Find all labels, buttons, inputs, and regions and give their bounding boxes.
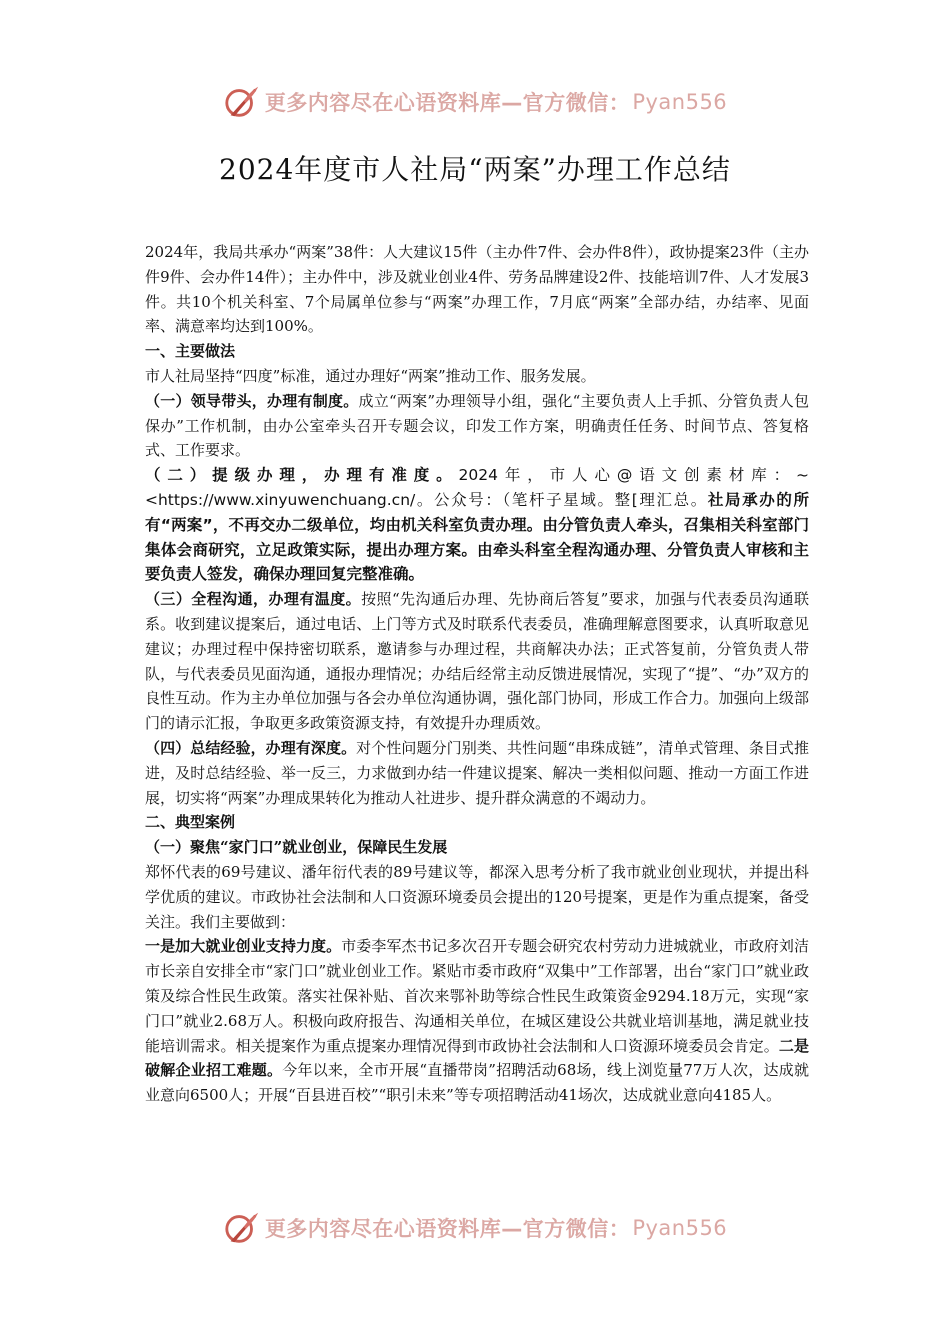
case-points <box>145 934 809 1108</box>
point4-head: （四）总结经验，办理有深度。 <box>145 738 357 757</box>
section1-point1 <box>145 389 809 463</box>
point1-head: （一）领导带头，办理有制度。 <box>145 391 359 410</box>
section1-point2 <box>145 463 809 587</box>
case-intro: 郑怀代表的69号建议、潘年衍代表的89号建议等，都深入思考分析了我市就业创业现状，并提出科学优质的建议。市政协社会法制和人口资源环境委员会提出的120号提案，更是作为重点提案，备受关注。我们主要做到： <box>145 862 809 931</box>
document-body <box>145 240 809 1108</box>
point2-body: 2024年，市人心@语文创素材库：~<https://www.xinyuwenchuang.cn/。公众号：（笔杆子星域。整[理汇总。 <box>145 466 809 509</box>
section1-heading: 一、主要做法 <box>145 342 236 361</box>
watermark-text: 更多内容尽在心语资料库—官方微信： <box>264 91 631 115</box>
section1-point4 <box>145 736 809 810</box>
point3-head: （三）全程沟通，办理有温度。 <box>145 590 362 609</box>
section2-subheading: （一）聚焦“家门口”就业创业，保障民生发展 <box>145 838 448 857</box>
watermark-id: Pyan556 <box>632 1216 728 1240</box>
section1-point3 <box>145 587 809 736</box>
point2-bold-body: 社局承办的所有“两案”，不再交办二级单位，均由机关科室负责办理。由分管负责人牵头，召集相关科室部门集体会商研究，立足政策实际，提出办理方案。由牵头科室全程沟通办理、分管负责人审核和主要负责人签发，确保办理回复完整准确。 <box>145 490 809 584</box>
case-point1-head: 一是加大就业创业支持力度。 <box>145 937 342 956</box>
case-point2-head: 二是破解企业招工难题。 <box>145 1036 809 1080</box>
case-point2-body: 今年以来，全市开展“直播带岗”招聘活动68场，线上浏览量77万人次，达成就业意向6500人；开展“百县进百校”“职引未来”等专项招聘活动41场次，达成就业意向4185人。 <box>145 1061 809 1105</box>
section1-lead: 市人社局坚持“四度”标准，通过办理好“两案”推动工作、服务发展。 <box>145 366 596 385</box>
point4-body: 对个性问题分门别类、共性问题“串珠成链”，清单式管理、条目式推进，及时总结经验、举一反三，力求做到办结一件建议提案、解决一类相似问题、推动一方面工作进展，切实将“两案”办理成果转化为推动人社进步、提升群众满意的不竭动力。 <box>145 738 809 807</box>
quill-logo-icon <box>223 83 261 121</box>
document-title: 2024年度市人社局“两案”办理工作总结 <box>219 153 731 186</box>
point2-head: （二）提级办理，办理有准度。 <box>145 466 459 485</box>
point3-body: 按照“先沟通后办理、先协商后答复”要求，加强与代表委员沟通联系。收到建议提案后，通过电话、上门等方式及时联系代表委员，准确理解意图要求，认真听取意见建议；办理过程中保持密切联系，邀请参与办理过程，共商解决办法；正式答复前，分管负责人带队，与代表委员见面沟通，通报办理情况；办结后经常主动反馈进展情况，实现了“提”、“办”双方的良性互动。作为主办单位加强与各会办单位沟通协调，强化部门协同，形成工作合力。加强向上级部门的请示汇报，争取更多政策资源支持，有效提升办理质效。 <box>145 590 809 733</box>
intro-paragraph: 2024年，我局共承办“两案”38件：人大建议15件（主办件7件、会办件8件），政协提案23件（主办件9件、会办件14件）；主办件中，涉及就业创业4件、劳务品牌建设2件、技能培训7件、人才发展3件。共10个机关科室、7个局属单位参与“两案”办理工作，7月底“两案”全部办结，办结率、见面率、满意率均达到100%。 <box>145 243 809 336</box>
case-point1-body: 市委李军杰书记多次召开专题会研究农村劳动力进城就业，市政府刘洁市长亲自安排全市“家门口”就业创业工作。紧贴市委市政府“双集中”工作部署，出台“家门口”就业政策及综合性民生政策。落实社保补贴、首次来鄂补助等综合性民生政策资金9294.18万元，实现“家门口”就业2.68万人。积极向政府报告、沟通相关单位，在城区建设公共就业培训基地，满足就业技能培训需求。相关提案作为重点提案办理情况得到市政协社会法制和人口资源环境委员会肯定。 <box>145 937 809 1055</box>
section2-heading: 二、典型案例 <box>145 813 236 832</box>
watermark-top <box>0 80 950 124</box>
quill-logo-icon <box>223 1209 261 1247</box>
watermark-bottom <box>0 1206 950 1250</box>
watermark-id: Pyan556 <box>632 90 728 114</box>
point1-body: 成立“两案”办理领导小组，强化“主要负责人上手抓、分管负责人包保办”工作机制，由办公室牵头召开专题会议，印发工作方案，明确责任任务、时间节点、答复格式、工作要求。 <box>145 391 809 460</box>
watermark-text: 更多内容尽在心语资料库—官方微信： <box>264 1217 631 1241</box>
